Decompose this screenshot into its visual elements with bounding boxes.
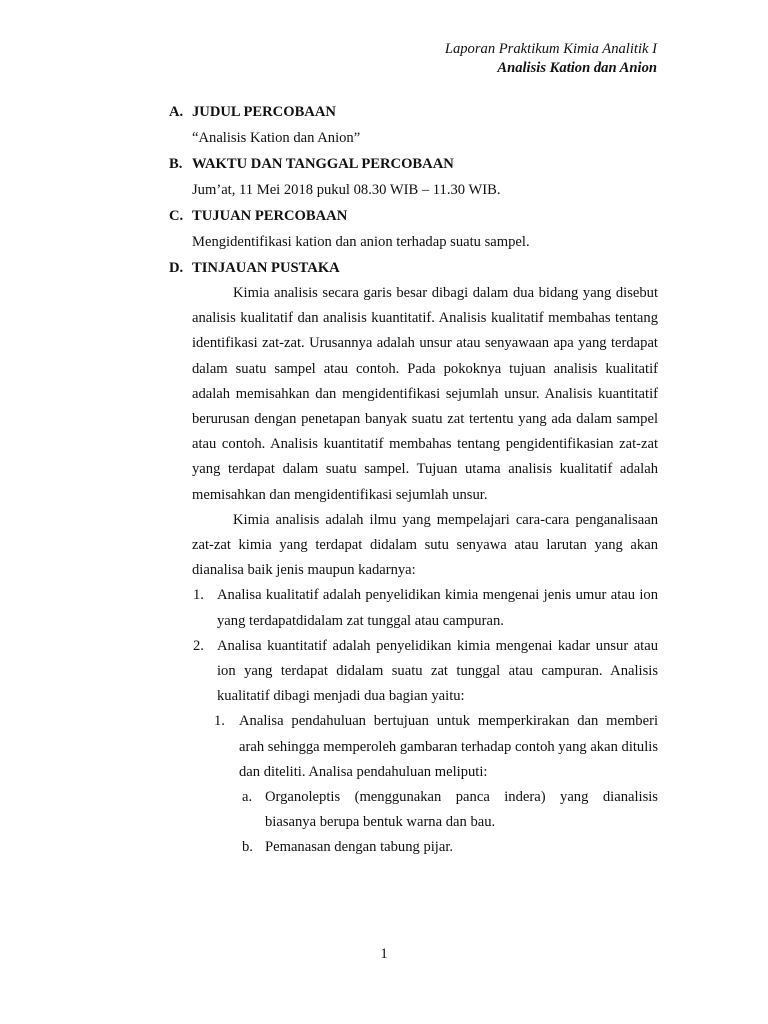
preliminary-analysis-list [169,785,658,861]
section-d-heading [169,256,658,281]
list-item-letter: b. [242,839,253,856]
header-experiment-title: Analisis Kation dan Anion [497,60,657,76]
section-d-title: TINJAUAN PUSTAKA [192,260,340,276]
list-item-number: 2. [193,637,204,654]
list-item-text: Pemanasan dengan tabung pijar. [265,839,454,856]
list-item-number: 1. [214,713,225,730]
analysis-type-list [169,583,658,709]
running-header [445,40,657,78]
list-item-number: 1. [193,587,204,604]
section-a-letter: A. [169,104,184,120]
list-item [169,583,658,633]
section-a-heading [169,100,658,125]
section-c-text: Mengidentifikasi kation dan anion terhadap suatu sampel. [192,234,530,250]
section-a-title: JUDUL PERCOBAAN [192,104,336,120]
section-d-letter: D. [169,260,184,276]
page-number: 1 [380,946,388,962]
section-b-letter: B. [169,156,183,172]
list-item [169,785,658,835]
header-report-title: Laporan Praktikum Kimia Analitik I [444,41,657,57]
qualitative-analysis-list [169,709,658,785]
section-c-title: TUJUAN PERCOBAAN [192,208,348,224]
section-c-letter: C. [169,208,184,224]
section-b-text: Jum’at, 11 Mei 2018 pukul 08.30 WIB – 11.30 WIB. [192,182,501,198]
list-item [169,634,658,710]
section-b-title: WAKTU DAN TANGGAL PERCOBAAN [192,156,454,172]
section-d-paragraph-2: Kimia analisis adalah ilmu yang mempelajari cara-cara penganalisaan zat-zat kimia yang terdapat didalam sutu senyawa atau larutan yang akan dianalisa baik jenis maupun kadarnya: [192,511,658,579]
list-item [169,709,658,785]
document-body [169,100,658,861]
list-item [169,835,658,860]
section-d-paragraph-1: Kimia analisis secara garis besar dibagi dalam dua bidang yang disebut analisis kualitatif dan analisis kuantitatif. Analisis kualitatif membahas tentang identifikasi zat-zat. Urusannya adalah unsur atau senyawaan apa yang terdapat dalam suatu sampel atau contoh. Pada pokoknya tujuan analisis kualitatif adalah memisahkan dan mengidentifikasi sejumlah unsur. Analisis kuantitatif berurusan dengan penetapan banyak suatu zat tertentu yang ada dalam sampel atau contoh. Analisis kuantitatif membahas tentang pengidentifikasian zat-zat yang terdapat dalam suatu sampel. Tujuan utama analisis kualitatif adalah memisahkan dan mengidentifikasi sejumlah unsur. [192,285,658,503]
list-item-text: Analisa pendahuluan bertujuan untuk memperkirakan dan memberi arah sehingga memperoleh gambaran terhadap contoh yang akan ditulis dan diteliti. Analisa pendahuluan meliputi: [239,713,659,780]
list-item-text: Analisa kualitatif adalah penyelidikan kimia mengenai jenis umur atau ion yang terdapatdidalam zat tunggal atau campuran. [217,587,658,629]
list-item-letter: a. [242,789,253,806]
section-b-heading [169,152,658,177]
list-item-text: Analisa kuantitatif adalah penyelidikan kimia mengenai kadar unsur atau ion yang terdapat didalam suatu zat tunggal atau campuran. Analisis kualitatif dibagi menjadi dua bagian yaitu: [217,637,658,705]
section-a-text: “Analisis Kation dan Anion” [192,130,361,146]
section-c-heading [169,204,658,229]
list-item-text: Organoleptis (menggunakan panca indera) yang dianalisis biasanya berupa bentuk warna dan bau. [265,789,658,831]
